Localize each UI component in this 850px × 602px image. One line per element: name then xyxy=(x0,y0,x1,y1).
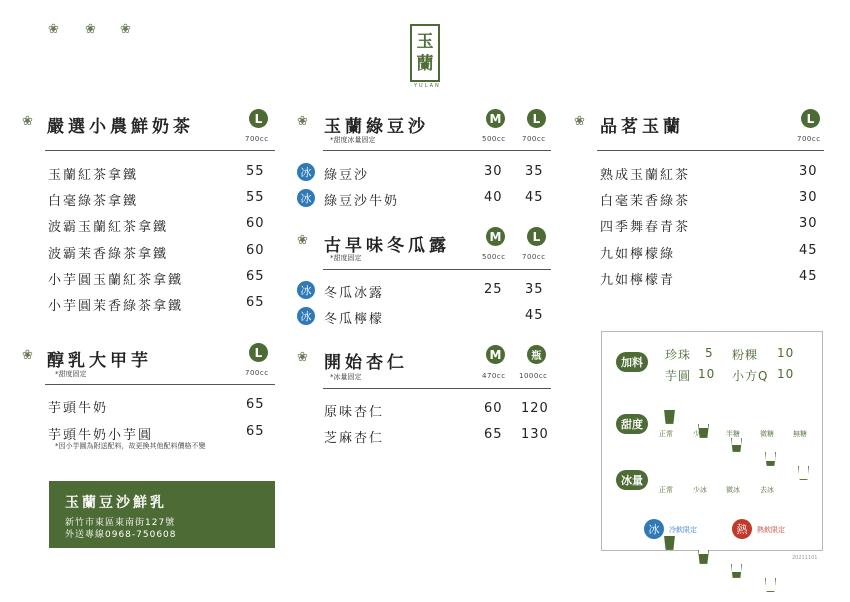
menu-item-price-l: 35 xyxy=(525,164,544,179)
size-capacity: 700cc xyxy=(797,135,821,143)
logo-char-top: 玉 xyxy=(416,32,434,52)
menu-item-name: 綠豆沙 xyxy=(324,168,370,183)
size-l-badge: L xyxy=(249,109,268,128)
section-title-taro: 醇乳大甲芋 xyxy=(47,351,152,371)
size-l-badge: L xyxy=(801,109,820,128)
menu-item-name: 原味杏仁 xyxy=(324,405,385,420)
ice-only-badge: 冰 xyxy=(297,307,315,325)
menu-item-name: 白毫綠茶拿鐵 xyxy=(48,194,139,209)
ice-option: 正常 xyxy=(659,486,673,494)
sweetness-option: 半糖 xyxy=(726,430,740,438)
menu-item-name: 冬瓜冰露 xyxy=(324,286,385,301)
menu-item-price: 30 xyxy=(799,216,818,231)
size-capacity: 500cc xyxy=(482,253,506,261)
section-title-almond: 開始杏仁 xyxy=(324,353,408,373)
cup-icon xyxy=(664,536,675,550)
sweetness-option: 無糖 xyxy=(793,430,807,438)
logo-char-bottom: 蘭 xyxy=(416,54,434,74)
divider xyxy=(45,384,275,385)
section-title-winter-melon: 古早味冬瓜露 xyxy=(324,236,450,256)
section-title-tea: 品茗玉蘭 xyxy=(600,117,684,137)
menu-item-name: 綠豆沙牛奶 xyxy=(324,194,400,209)
leaf-icon: ❀ xyxy=(574,114,585,129)
size-capacity: 470cc xyxy=(482,372,506,380)
brand-logo xyxy=(410,24,440,82)
sweetness-option: 少糖 xyxy=(693,430,707,438)
divider xyxy=(323,150,551,151)
size-capacity: 700cc xyxy=(522,135,546,143)
section-note: *甜度固定 xyxy=(55,370,87,378)
menu-item-price-bottle: 130 xyxy=(521,427,549,442)
menu-item-price: 55 xyxy=(246,164,265,179)
cup-icon xyxy=(731,438,742,452)
section-note: *甜度固定 xyxy=(330,254,362,262)
menu-item-name: 玉蘭紅茶拿鐵 xyxy=(48,168,139,183)
menu-item-price-m: 40 xyxy=(484,190,503,205)
menu-item-name: 波霸玉蘭紅茶拿鐵 xyxy=(48,220,169,235)
cup-icon xyxy=(731,564,742,578)
menu-item-price-m: 60 xyxy=(484,401,503,416)
menu-item-price-l: 35 xyxy=(525,282,544,297)
menu-item-price-m: 30 xyxy=(484,164,503,179)
hot-only-badge: 熱 xyxy=(732,519,752,539)
size-m-badge: M xyxy=(486,109,505,128)
size-l-badge: L xyxy=(527,227,546,246)
size-capacity: 1000cc xyxy=(519,372,548,380)
ice-option: 少冰 xyxy=(693,486,707,494)
cup-icon xyxy=(765,452,776,466)
section-note: *甜度冰量固定 xyxy=(330,136,376,144)
options-panel xyxy=(601,331,823,551)
menu-item-price: 30 xyxy=(799,164,818,179)
menu-item-price: 65 xyxy=(246,295,265,310)
cup-icon xyxy=(798,466,809,480)
leaf-icon: ❀ xyxy=(297,233,308,248)
cup-icon xyxy=(698,550,709,564)
menu-item-price: 65 xyxy=(246,269,265,284)
menu-item-name: 小芋圓茉香綠茶拿鐵 xyxy=(48,299,184,314)
menu-item-price: 60 xyxy=(246,216,265,231)
size-bottle-badge: 瓶 xyxy=(527,345,546,364)
menu-item-name: 九如檸檬青 xyxy=(600,273,676,288)
section-footnote: *因小芋圓為附送配料，故更換其他配料價格不變 xyxy=(55,442,206,450)
leaf-icon: ❀ xyxy=(297,114,308,129)
menu-item-name: 波霸茉香綠茶拿鐵 xyxy=(48,247,169,262)
sweetness-label: 甜度 xyxy=(616,414,648,434)
menu-item-price-bottle: 120 xyxy=(521,401,549,416)
menu-item-price: 30 xyxy=(799,190,818,205)
addon-name: 芋圓 xyxy=(665,369,692,383)
leaf-icon: ❀ xyxy=(22,114,33,129)
ice-level-label: 冰量 xyxy=(616,470,648,490)
ice-only-badge: 冰 xyxy=(297,163,315,181)
addon-name: 珍珠 xyxy=(665,348,692,362)
size-capacity: 700cc xyxy=(245,369,269,377)
size-capacity: 700cc xyxy=(522,253,546,261)
menu-item-price-l: 45 xyxy=(525,308,544,323)
ice-only-badge: 冰 xyxy=(297,189,315,207)
section-note: *冰量固定 xyxy=(330,373,362,381)
addons-label: 加料 xyxy=(616,352,648,372)
hot-only-text: 熱飲限定 xyxy=(757,526,785,534)
promo-delivery: 外送專線0968-750608 xyxy=(65,530,177,540)
menu-item-name: 九如檸檬綠 xyxy=(600,247,676,262)
leaf-icon: ❀ xyxy=(120,22,131,37)
leaf-icon: ❀ xyxy=(85,22,96,37)
menu-item-price: 60 xyxy=(246,243,265,258)
section-title-milk-tea: 嚴選小農鮮奶茶 xyxy=(47,117,194,137)
divider xyxy=(323,269,551,270)
addon-name: 粉粿 xyxy=(732,348,759,362)
logo-subtitle: YULAN xyxy=(414,83,441,89)
size-l-badge: L xyxy=(249,343,268,362)
addon-price: 10 xyxy=(777,346,795,360)
promo-title: 玉蘭豆沙鮮乳 xyxy=(65,495,167,511)
addon-price: 10 xyxy=(777,367,795,381)
leaf-icon: ❀ xyxy=(22,348,33,363)
leaf-icon: ❀ xyxy=(297,350,308,365)
divider xyxy=(323,388,551,389)
leaf-icon: ❀ xyxy=(48,22,59,37)
menu-item-name: 冬瓜檸檬 xyxy=(324,312,385,327)
ice-option: 微冰 xyxy=(726,486,740,494)
ice-option: 去冰 xyxy=(760,486,774,494)
size-m-badge: M xyxy=(486,227,505,246)
sweetness-option: 微糖 xyxy=(760,430,774,438)
divider xyxy=(597,150,824,151)
size-m-badge: M xyxy=(486,345,505,364)
footer-code: 20211101 xyxy=(792,555,818,561)
addon-price: 10 xyxy=(698,367,716,381)
menu-item-price-l: 45 xyxy=(525,190,544,205)
cup-icon xyxy=(664,410,675,424)
cup-icon xyxy=(765,578,776,592)
ice-only-badge: 冰 xyxy=(297,281,315,299)
menu-item-price: 45 xyxy=(799,269,818,284)
menu-item-price: 45 xyxy=(799,243,818,258)
menu-item-price-m: 25 xyxy=(484,282,503,297)
size-l-badge: L xyxy=(527,109,546,128)
menu-item-price: 55 xyxy=(246,190,265,205)
menu-item-price: 65 xyxy=(246,424,265,439)
section-title-mung-bean: 玉蘭綠豆沙 xyxy=(324,117,429,137)
cold-only-badge: 冰 xyxy=(644,519,664,539)
menu-item-name: 小芋圓玉蘭紅茶拿鐵 xyxy=(48,273,184,288)
cold-only-text: 冷飲限定 xyxy=(669,526,697,534)
menu-item-name: 白毫茉香綠茶 xyxy=(600,194,691,209)
menu-item-name: 四季舞春青茶 xyxy=(600,220,691,235)
menu-item-price: 65 xyxy=(246,397,265,412)
promo-card xyxy=(49,481,275,548)
sweetness-option: 正常 xyxy=(659,430,673,438)
menu-item-price-m: 65 xyxy=(484,427,503,442)
menu-item-name: 熟成玉蘭紅茶 xyxy=(600,168,691,183)
addon-price: 5 xyxy=(705,346,714,360)
size-capacity: 500cc xyxy=(482,135,506,143)
divider xyxy=(45,150,275,151)
promo-address: 新竹市東區東南街127號 xyxy=(65,518,176,528)
size-capacity: 700cc xyxy=(245,135,269,143)
menu-item-name: 芋頭牛奶小芋圓 xyxy=(48,428,154,443)
menu-item-name: 芋頭牛奶 xyxy=(48,401,109,416)
menu-item-name: 芝麻杏仁 xyxy=(324,431,385,446)
addon-name: 小方Q xyxy=(732,369,769,383)
